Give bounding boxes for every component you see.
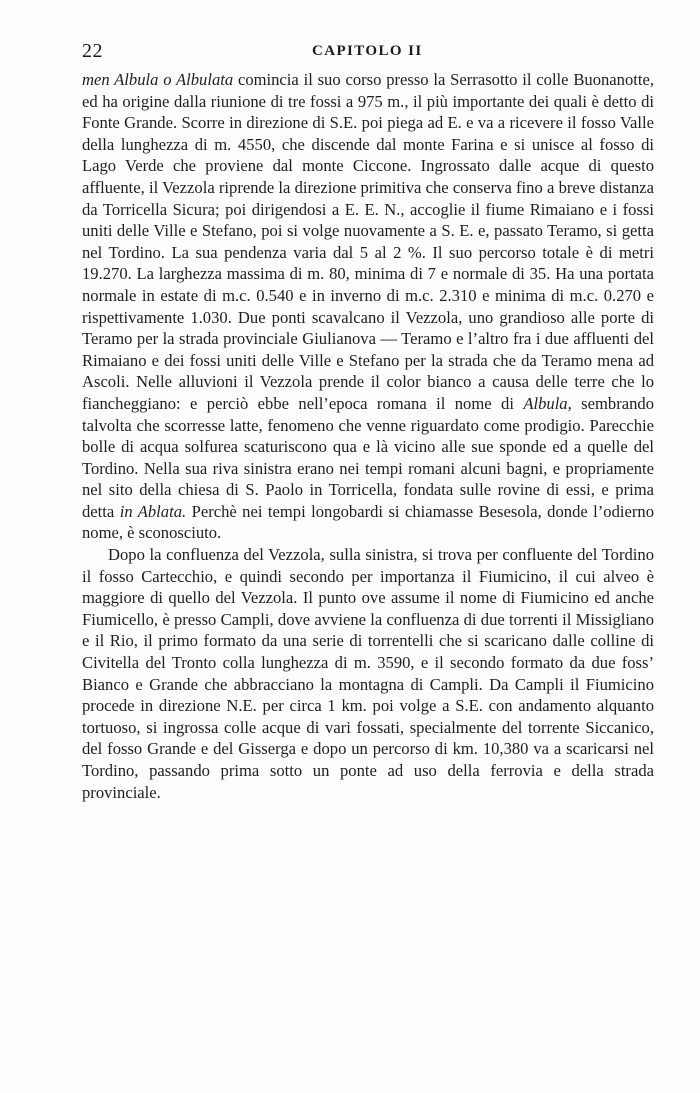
italic-phrase: Albula, bbox=[523, 393, 572, 413]
text-run: Perchè nei tempi longobardi si chiamasse Besesola, donde l’odierno nome, è sconosciuto. bbox=[82, 501, 654, 543]
text-run: sembrando talvolta che scorresse latte, fenomeno che venne riguardato come prodigio. Parecchie bolle di acqua solfurea scaturiscono qua e là vicino alle sue sponde ed a quelle del Tordino. Nella sua riva sinistra erano nei tempi romani alcuni bagni, e propriamente nel sito della chiesa di S. Paolo in Torricella, fondata sulle rovine di essi, e prima detta bbox=[82, 393, 654, 521]
running-head: CAPITOLO II bbox=[312, 43, 423, 59]
page-header bbox=[82, 40, 655, 64]
italic-phrase: men Albula o Albulata bbox=[82, 70, 234, 89]
paragraph-1 bbox=[82, 69, 654, 544]
italic-phrase: in Ablata. bbox=[119, 501, 187, 521]
text-run: comincia il suo corso presso la Serrasotto il colle Buonanotte, ed ha origine dalla riunione di tre fossi a 975 m., il più importante dei quali è detto di Fonte Grande. Scorre in direzione di S.E. poi piega ad E. e va a ricevere il fosso Valle della lunghezza di m. 4550, che discende dal monte Farina e si unisce al fosso di Lago Verde che proviene dal monte Ciccone. Ingrossato dalle acque di questo affluente, il Vezzola riprende la direzione primitiva che conserva fino a breve distanza da Torricella Sicura; poi dirigendosi a E. E. N., accoglie il fiume Rimaiano e i fossi uniti delle Ville e Stefano, poi si volge nuovamente a S. E. e, passato Teramo, si getta nel Tordino. La sua pendenza varia dal 5 al 2 %. Il suo percorso totale è di metri 19.270. La larghezza massima di m. 80, minima di 7 e normale di 35. Ha una portata normale in estate di m.c. 0.540 e in inverno di m.c. 2.310 e minima di m.c. 0.270 e rispettivamente 1.030. Due ponti scavalcano il Vezzola, uno grandioso alle porte di Teramo per la strada provinciale Giulianova — Teramo e l’altro fra i due affluenti del Rimaiano e dei fossi uniti delle Ville e Stefano per la strada che da Teramo mena ad Ascoli. Nelle alluvioni il Vezzola prende il color bianco a causa delle terre che lo fiancheggiano: e perciò ebbe nell’epoca romana il nome di bbox=[82, 70, 654, 413]
page-number: 22 bbox=[82, 40, 103, 62]
paragraph-2 bbox=[82, 544, 654, 803]
text-run: Dopo la confluenza del Vezzola, sulla sinistra, si trova per confluente del Tordino il fosso Cartecchio, e quindi secondo per importanza il Fiumicino, il cui alveo è maggiore di quello del Vezzola. Il punto ove assume il nome di Fiumicino ed anche Fiumicello, è presso Campli, dove avviene la confluenza di due torrenti il Missigliano e il Rio, il primo formato da una serie di torrentelli che si scaricano dalle colline di Civitella del Tronto colla lunghezza di m. 3590, e il secondo formato da due foss’ Bianco e Grande che abbracciano la montagna di Campli. Da Campli il Fiumicino procede in direzione N.E. per circa 1 km. poi volge a S.E. con andamento alquanto tortuoso, si ingrossa colle acque di vari fossati, specialmente del torrente Siccanico, del fosso Grande e del Gisserga e dopo un percorso di km. 10,380 va a scaricarsi nel Tordino, passando prima sotto un ponte ad uso della ferrovia e della strada provinciale. bbox=[82, 545, 654, 802]
body-text bbox=[82, 69, 654, 803]
